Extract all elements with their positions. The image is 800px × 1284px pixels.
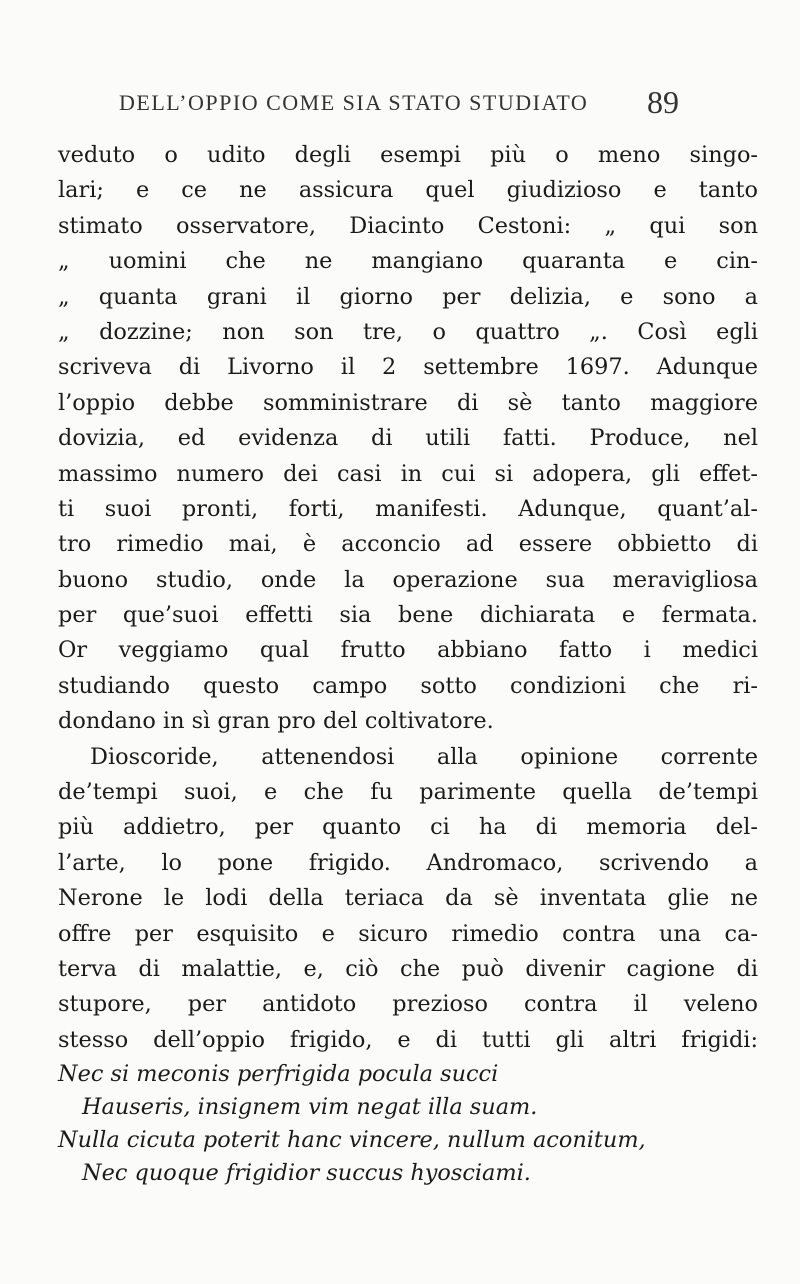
text-line: Or veggiamo qual frutto abbiano fatto i medici <box>58 637 758 664</box>
latin-verse-line: Nec quoque frigidior succus hyosciami. <box>82 1160 531 1187</box>
text-line: scriveva di Livorno il 2 settembre 1697. Adunque <box>58 354 758 381</box>
text-line: tro rimedio mai, è acconcio ad essere obbietto di <box>58 531 758 558</box>
text-line: massimo numero dei casi in cui si adopera, gli effet- <box>58 460 758 487</box>
text-line: ti suoi pronti, forti, manifesti. Adunque, quant’al- <box>58 495 758 522</box>
text-line: stesso dell’oppio frigido, e di tutti gli altri frigidi: <box>58 1026 758 1053</box>
latin-verse-line: Nec si meconis perfrigida pocula succi <box>58 1061 499 1088</box>
running-head: DELL’OPPIO COME SIA STATO STUDIATO <box>119 90 589 115</box>
page-number: 89 <box>647 84 679 120</box>
text-line: per que’suoi effetti sia bene dichiarata e fermata. <box>58 602 758 629</box>
text-line: studiando questo campo sotto condizioni che ri- <box>58 672 758 699</box>
text-line: buono studio, onde la operazione sua meravigliosa <box>58 566 758 593</box>
paragraph-start-line: Dioscoride, attenendosi alla opinione corrente <box>90 743 758 770</box>
text-line: de’tempi suoi, e che fu parimente quella de’tempi <box>58 779 758 806</box>
page-header <box>119 84 679 128</box>
latin-verse-line: Nulla cicuta poterit hanc vincere, nullum aconitum, <box>58 1127 646 1154</box>
text-line: stimato osservatore, Diacinto Cestoni: „ qui son <box>58 212 758 239</box>
text-line: l’oppio debbe somministrare di sè tanto maggiore <box>58 389 758 416</box>
text-line: l’arte, lo pone frigido. Andromaco, scrivendo a <box>58 849 758 876</box>
text-line: lari; e ce ne assicura quel giudizioso e tanto <box>58 177 758 204</box>
body-text <box>58 138 758 1190</box>
text-line: „ quanta grani il giorno per delizia, e sono a <box>58 283 758 310</box>
text-line: „ uomini che ne mangiano quaranta e cin- <box>58 248 758 275</box>
text-line: dovizia, ed evidenza di utili fatti. Produce, nel <box>58 425 758 452</box>
text-line: „ dozzine; non son tre, o quattro „. Così egli <box>58 318 758 345</box>
text-line: più addietro, per quanto ci ha di memoria del- <box>58 814 758 841</box>
text-line: dondano in sì gran pro del coltivatore. <box>58 708 494 735</box>
latin-verse-line: Hauseris, insignem vim negat illa suam. <box>82 1094 538 1121</box>
text-line: offre per esquisito e sicuro rimedio contra una ca- <box>58 920 758 947</box>
text-line: veduto o udito degli esempi più o meno singo- <box>58 142 758 168</box>
text-line: Nerone le lodi della teriaca da sè inventata glie ne <box>58 885 758 912</box>
text-line: terva di malattie, e, ciò che può divenir cagione di <box>58 955 758 982</box>
text-line: stupore, per antidoto prezioso contra il veleno <box>58 991 758 1018</box>
